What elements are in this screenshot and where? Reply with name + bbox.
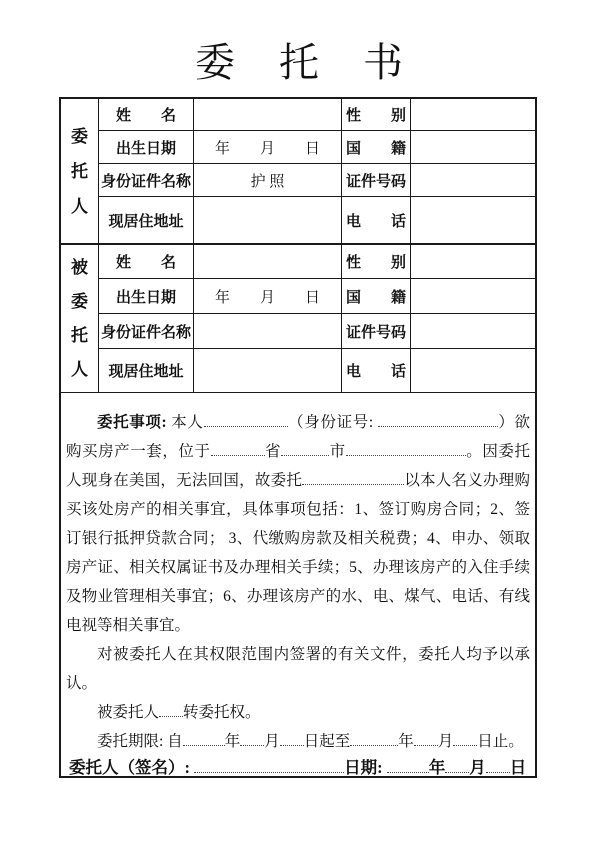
agent-phone-label: 电 话 (342, 349, 411, 392)
fill-in-blank (346, 440, 466, 456)
table-row (99, 164, 535, 197)
fill-in-blank (183, 730, 225, 746)
fill-in-blank (387, 757, 429, 773)
fill-in-blank (240, 730, 264, 746)
table-row (99, 245, 535, 279)
entrusted-matters-cell (61, 393, 535, 793)
principal-idnumber-label: 证件号码 (342, 164, 411, 196)
principal-dob-value: 年 月 日 (194, 131, 342, 163)
fill-in-blank (378, 411, 498, 427)
fill-in-blank (211, 440, 265, 456)
agent-side-char: 托 (71, 326, 88, 345)
agent-dob-value: 年 月 日 (194, 279, 342, 313)
agent-section (61, 245, 535, 393)
fill-in-blank (281, 440, 329, 456)
principal-phone-label: 电 话 (342, 197, 411, 243)
principal-side-char: 人 (71, 196, 88, 216)
principal-idnumber-value (411, 164, 535, 196)
principal-name-label: 姓 名 (99, 99, 194, 130)
entrusted-matters-heading: 委托事项: (97, 414, 172, 431)
agent-side-char: 被 (71, 258, 88, 277)
agent-idtype-label: 身份证件名称 (99, 314, 194, 348)
fill-in-blank (280, 730, 304, 746)
agent-name-label: 姓 名 (99, 245, 194, 278)
principal-name-value (194, 99, 342, 130)
fill-in-blank (302, 469, 404, 485)
principal-idtype-value: 护 照 (194, 164, 342, 196)
entrusted-matters-paragraph (66, 408, 530, 640)
fill-in-blank (350, 730, 398, 746)
table-row (99, 279, 535, 314)
agent-idtype-value (194, 314, 342, 348)
principal-dob-label: 出生日期 (99, 131, 194, 163)
principal-gender-value (411, 99, 535, 130)
table-row (99, 349, 535, 392)
fill-in-blank (204, 411, 288, 427)
agent-dob-label: 出生日期 (99, 279, 194, 313)
table-row (99, 197, 535, 243)
signature-date-line: 委托人（签名）: 日期: 年 月 日 (69, 758, 527, 777)
principal-idtype-label: 身份证件名称 (99, 164, 194, 196)
agent-side-header (61, 245, 99, 392)
principal-side-char: 委 (71, 126, 88, 146)
agent-nationality-label: 国 籍 (342, 279, 411, 313)
entrusted-matters-text (66, 408, 530, 756)
principal-phone-value (411, 197, 535, 243)
principal-nationality-value (411, 131, 535, 163)
principal-side-char: 托 (71, 161, 88, 181)
principal-address-label: 现居住地址 (99, 197, 194, 243)
document-title: 委 托 书 (195, 40, 405, 85)
sub-delegation-paragraph: 被委托人 转委托权。 (66, 698, 530, 727)
agent-side-char: 人 (71, 360, 88, 379)
principal-gender-label: 性 别 (342, 99, 411, 130)
agent-gender-label: 性 别 (342, 245, 411, 278)
agent-nationality-value (411, 279, 535, 313)
agent-side-char: 委 (71, 292, 88, 311)
authorization-form-table (59, 97, 537, 778)
table-row (99, 314, 535, 349)
principal-rows (99, 99, 535, 243)
agent-address-value (194, 349, 342, 392)
agent-idnumber-label: 证件号码 (342, 314, 411, 348)
principal-address-value (194, 197, 342, 243)
agent-gender-value (411, 245, 535, 278)
principal-side-header (61, 99, 99, 243)
fill-in-blank (453, 730, 477, 746)
principal-nationality-label: 国 籍 (342, 131, 411, 163)
fill-in-blank (194, 757, 344, 773)
agent-name-value (194, 245, 342, 278)
entrusted-matters-body: 本人 （身份证号: ）欲购买房产一套，位于 省 市 。因委托人现身在美国，无法回国，故委托 以本人名义办理购买该处房产的相关事宜，具体事项包括：1、签订购房合同；2、签订银行抵押贷款合同； 3、代缴购房款及相关税费；4、申办、领取房产证、相关权属证书及办理相关手续；5、办理该房产的入住手续及物业管理相关事宜；6、办理该房产的水、电、煤气、电话、有线电视等相关事宜。 (66, 414, 530, 634)
fill-in-blank (445, 757, 469, 773)
agent-phone-value (411, 349, 535, 392)
principal-section (61, 99, 535, 245)
agent-address-label: 现居住地址 (99, 349, 194, 392)
authorization-period-paragraph: 委托期限: 自 年 月 日起至 年 月 日止。 (66, 727, 530, 756)
table-row (99, 99, 535, 131)
fill-in-blank (486, 757, 510, 773)
agent-rows (99, 245, 535, 392)
acknowledgement-paragraph: 对被委托人在其权限范围内签署的有关文件，委托人均予以承认。 (66, 646, 530, 692)
table-row (99, 131, 535, 164)
fill-in-blank (414, 730, 438, 746)
fill-in-blank (159, 701, 183, 717)
agent-idnumber-value (411, 314, 535, 348)
